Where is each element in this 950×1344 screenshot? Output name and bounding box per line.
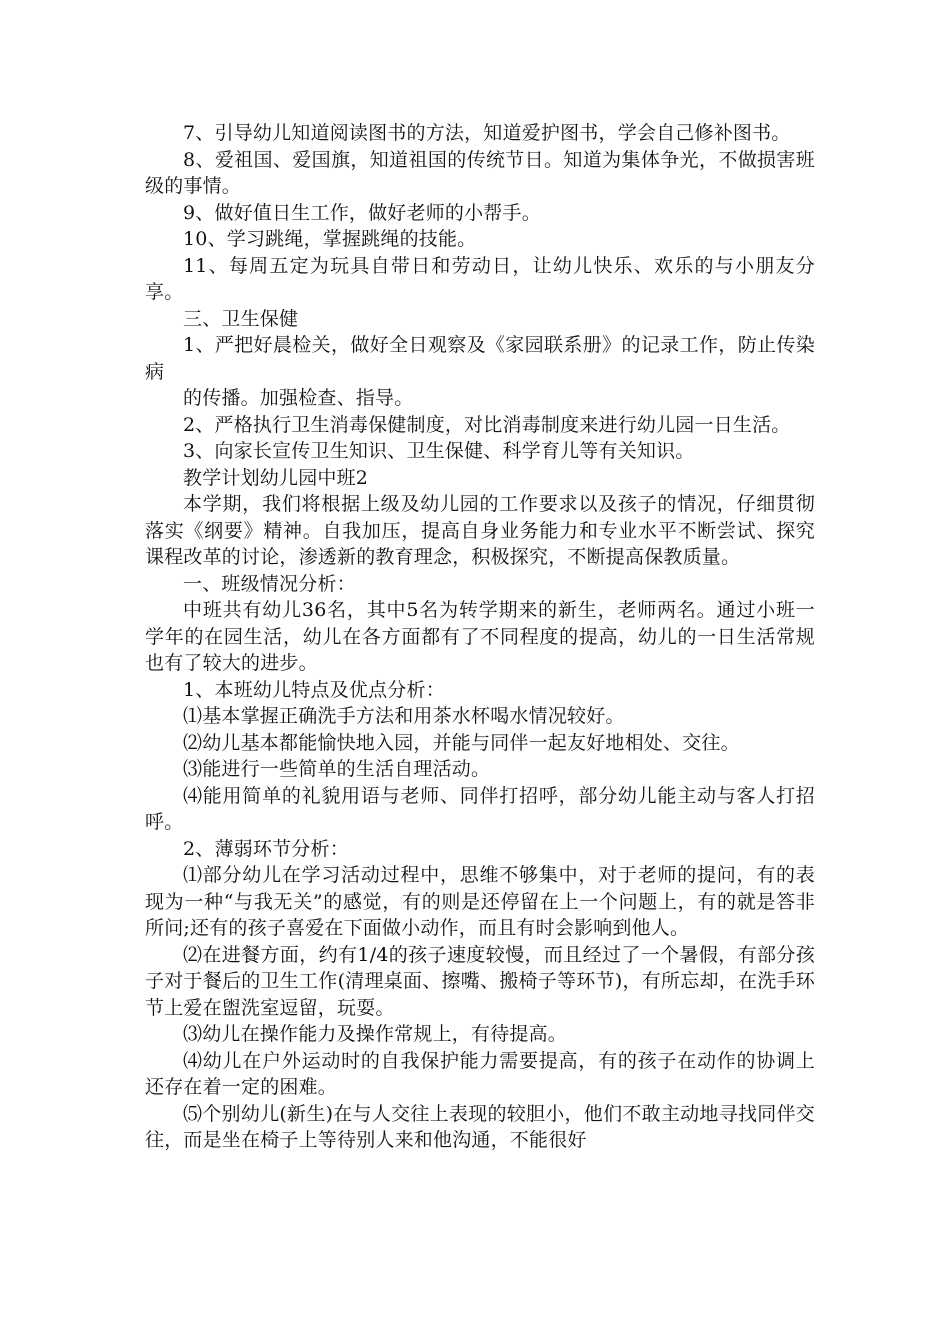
paragraph-parent-education: 3、向家长宣传卫生知识、卫生保健、科学育儿等有关知识。 bbox=[183, 440, 695, 462]
section-heading-class-analysis: 一、班级情况分析： bbox=[183, 572, 356, 595]
paragraph-toy-day: 11、每周五定为玩具自带日和劳动日，让幼儿快乐、欢乐的与小朋友分享。 bbox=[145, 254, 815, 303]
paragraph-jump-rope: 10、学习跳绳，掌握跳绳的技能。 bbox=[183, 228, 477, 250]
paragraph-morning-check: 1、严把好晨检关，做好全日观察及《家园联系册》的记录工作，防止传染病 bbox=[145, 334, 815, 383]
subheading-strengths: 1、本班幼儿特点及优点分析： bbox=[183, 678, 445, 701]
paragraph-class-overview: 中班共有幼儿36名，其中5名为转学期来的新生，老师两名。通过小班一学年的在园生活，幼儿在各方面都有了不同程度的提高，幼儿的一日生活常规也有了较大的进步。 bbox=[145, 599, 815, 674]
list-item-weakness-4: ⑷幼儿在户外运动时的自我保护能力需要提高，有的孩子在动作的协调上还存在着一定的困难。 bbox=[145, 1049, 815, 1098]
document-page bbox=[145, 120, 815, 1154]
paragraph-love-motherland: 8、爱祖国、爱国旗，知道祖国的传统节日。知道为集体争光，不做损害班级的事情。 bbox=[145, 148, 815, 197]
paragraph-duty-student: 9、做好值日生工作，做好老师的小帮手。 bbox=[183, 201, 541, 224]
list-item-weakness-5: ⑸个别幼儿(新生)在与人交往上表现的较胆小，他们不敢主动地寻找同伴交往，而是坐在椅子上等待别人来和他沟通，不能很好 bbox=[145, 1102, 815, 1151]
list-item-weakness-1: ⑴部分幼儿在学习活动过程中，思维不够集中，对于老师的提问，有的表现为一种“与我无关”的感觉，有的则是还停留在上一个问题上，有的就是答非所问;还有的孩子喜爱在下面做小动作，而且有时会影响到他人。 bbox=[145, 864, 815, 939]
list-item-weakness-3: ⑶幼儿在操作能力及操作常规上，有待提高。 bbox=[183, 1023, 568, 1045]
list-item-weakness-2: ⑵在进餐方面，约有1/4的孩子速度较慢，而且经过了一个暑假，有部分孩子对于餐后的卫生工作(清理桌面、擦嘴、搬椅子等环节)，有所忘却，在洗手环节上爱在盥洗室逗留，玩耍。 bbox=[145, 943, 815, 1019]
paragraph-morning-check-continued: 的传播。加强检查、指导。 bbox=[183, 387, 414, 409]
paragraph-disinfection: 2、严格执行卫生消毒保健制度，对比消毒制度来进行幼儿园一日生活。 bbox=[183, 413, 791, 436]
list-item-strength-2: ⑵幼儿基本都能愉快地入园，并能与同伴一起友好地相处、交往。 bbox=[183, 731, 740, 754]
document-subtitle: 教学计划幼儿园中班2 bbox=[183, 466, 369, 489]
subheading-weaknesses: 2、薄弱环节分析： bbox=[183, 837, 349, 860]
list-item-strength-3: ⑶能进行一些简单的生活自理活动。 bbox=[183, 758, 491, 780]
paragraph-semester-intro: 本学期，我们将根据上级及幼儿园的工作要求以及孩子的情况，仔细贯彻落实《纲要》精神。自我加压，提高自身业务能力和专业水平不断尝试、探究课程改革的讨论，渗透新的教育理念，积极探究，不断提高保教质量。 bbox=[145, 493, 815, 568]
section-heading-health-care: 三、卫生保健 bbox=[183, 307, 299, 330]
list-item-strength-4: ⑷能用简单的礼貌用语与老师、同伴打招呼，部分幼儿能主动与客人打招呼。 bbox=[145, 784, 815, 833]
list-item-strength-1: ⑴基本掌握正确洗手方法和用茶水杯喝水情况较好。 bbox=[183, 705, 625, 727]
paragraph-reading-books: 7、引导幼儿知道阅读图书的方法，知道爱护图书，学会自己修补图书。 bbox=[183, 122, 791, 144]
